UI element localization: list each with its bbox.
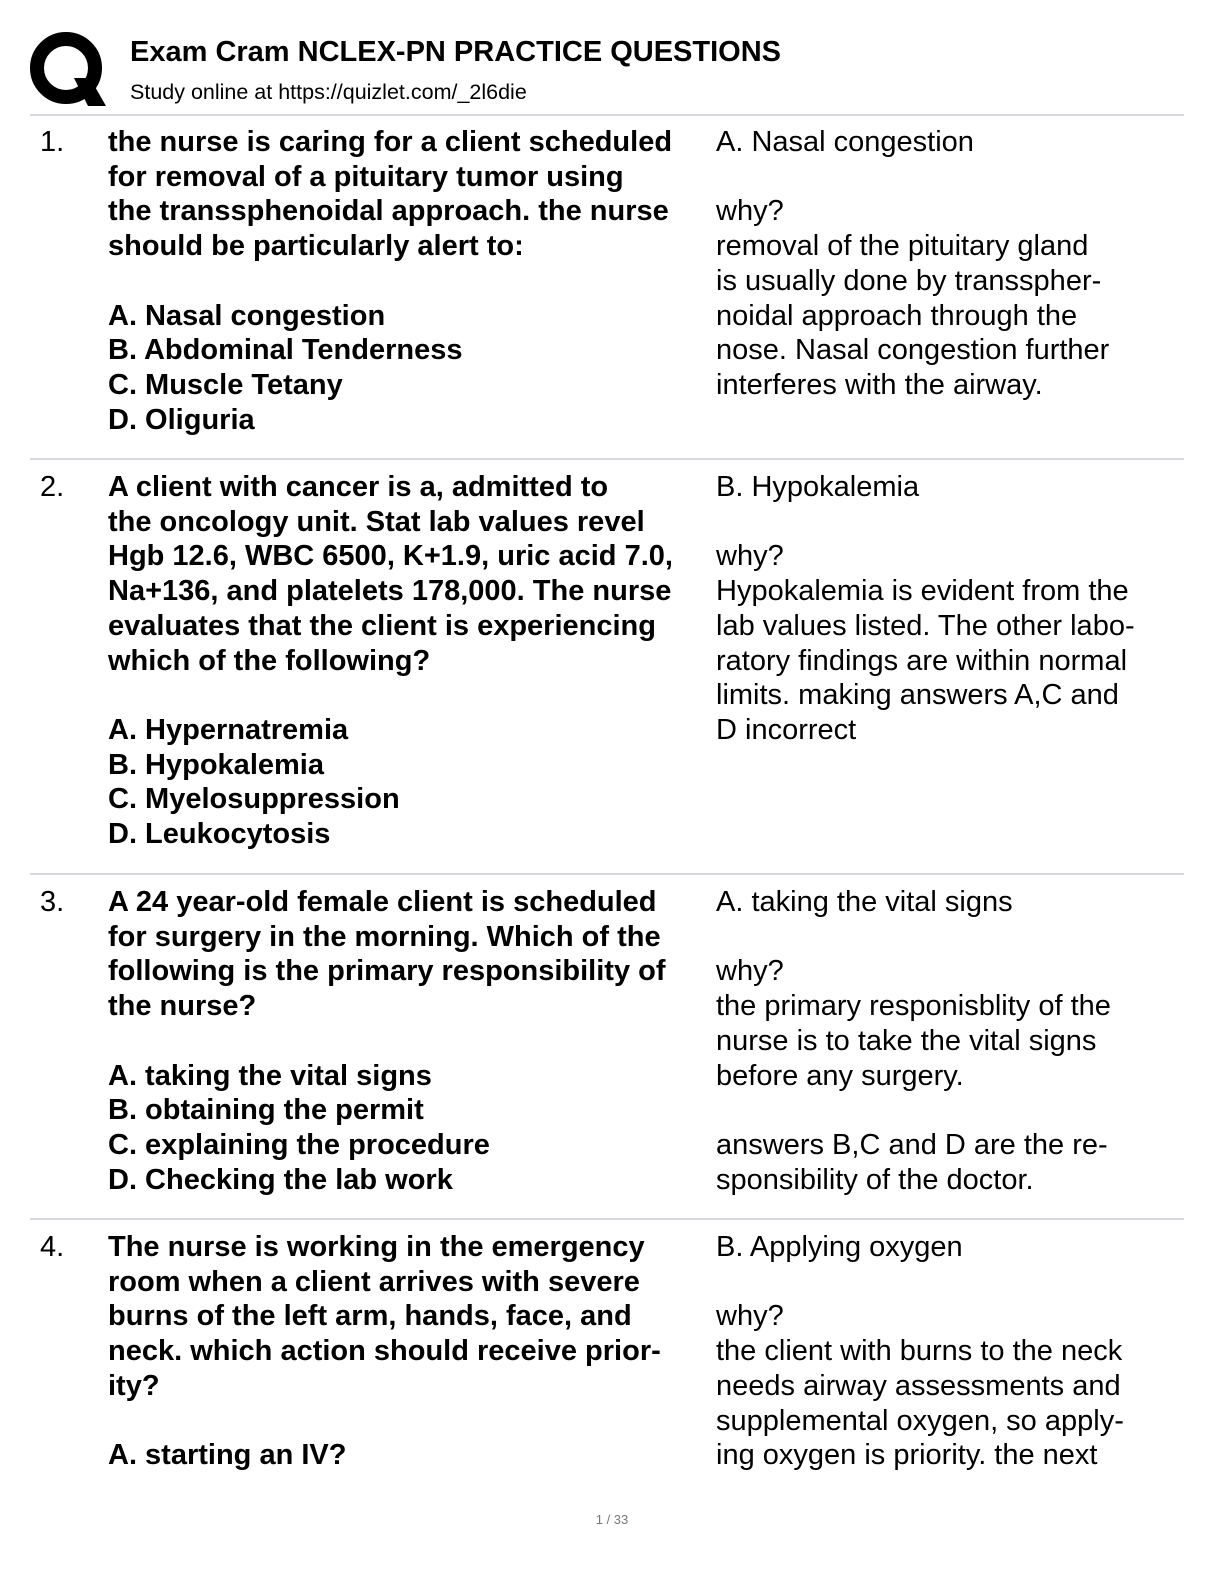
answer-line: why? [716,1300,784,1333]
question-line: the transsphenoidal approach. the nurse [108,195,669,228]
question-line: A. starting an IV? [108,1439,347,1472]
answer-text [716,470,1186,748]
question-line: ity? [108,1369,160,1402]
question-line: D. Oliguria [108,403,255,436]
answer-line: sponsibility of the doctor. [716,1163,1034,1196]
question-line: C. Myelosuppression [108,783,400,816]
question-line: should be particularly alert to: [108,230,524,263]
answer-line [716,505,1186,540]
card-divider [30,873,1184,875]
answer-line [716,920,1186,955]
answer-line: interferes with the airway. [716,368,1043,401]
question-line: which of the following? [108,644,431,677]
question-line: A. Nasal congestion [108,299,386,332]
quizlet-q-logo-icon [30,30,106,106]
card-divider [30,458,1184,460]
question-line: C. Muscle Tetany [108,368,343,401]
card-divider [30,1218,1184,1220]
question-line: B. Hypokalemia [108,748,324,781]
answer-line: before any surgery. [716,1059,964,1092]
question-line: the nurse is caring for a client scheduled [108,126,673,158]
question-line: for surgery in the morning. Which of the [108,920,661,953]
page-header [30,30,1190,114]
answer-line: nurse is to take the vital signs [716,1024,1097,1057]
answer-line [716,1093,1186,1128]
question-line: Hgb 12.6, WBC 6500, K+1.9, uric acid 7.0, [108,540,673,573]
answer-line: noidal approach through the [716,299,1078,332]
answer-line: Hypokalemia is evident from the [716,575,1129,608]
question-line: D. Leukocytosis [108,818,331,851]
answer-text [716,1230,1186,1473]
question-line: neck. which action should receive prior- [108,1335,661,1368]
answer-line: A. Nasal congestion [716,126,974,158]
question-line: A client with cancer is a, admitted to [108,471,609,503]
page-number: 1 / 33 [595,1512,629,1527]
question-number: 1. [40,126,65,158]
answer-line: supplemental oxygen, so apply- [716,1404,1124,1437]
answer-line [716,1265,1186,1300]
question-line: C. explaining the procedure [108,1128,490,1161]
question-text [108,885,708,1197]
answer-text [716,125,1186,403]
question-line: A. Hypernatremia [108,713,349,746]
answer-line [716,160,1186,195]
answer-line: why? [716,540,784,573]
question-line: following is the primary responsibility of [108,955,666,988]
answer-line: answers B,C and D are the re- [716,1128,1108,1161]
question-line: Na+136, and platelets 178,000. The nurse [108,575,672,608]
question-line: burns of the left arm, hands, face, and [108,1300,632,1333]
question-line [108,264,708,299]
answer-line: needs airway assessments and [716,1369,1121,1402]
answer-line: B. Applying oxygen [716,1231,963,1263]
answer-line: why? [716,195,784,228]
question-number: 4. [40,1231,65,1263]
study-link[interactable]: Study online at https://quizlet.com/_2l6die [130,80,527,104]
answer-line: nose. Nasal congestion further [716,334,1110,367]
answer-line: ratory findings are within normal [716,644,1128,677]
question-line: D. Checking the lab work [108,1163,453,1196]
question-line: evaluates that the client is experiencing [108,609,656,642]
answer-line: the client with burns to the neck [716,1335,1123,1368]
question-line: the oncology unit. Stat lab values revel [108,505,645,538]
answer-line: limits. making answers A,C and [716,679,1119,712]
question-number: 3. [40,886,65,918]
document-title: Exam Cram NCLEX-PN PRACTICE QUESTIONS [130,36,782,68]
answer-line: lab values listed. The other labo- [716,609,1135,642]
question-line: A 24 year-old female client is scheduled [108,886,657,918]
answer-line: D incorrect [716,713,857,746]
question-text [108,470,708,852]
question-line: B. obtaining the permit [108,1094,424,1127]
answer-line: ing oxygen is priority. the next [716,1439,1098,1472]
question-line: room when a client arrives with severe [108,1265,640,1298]
question-line [108,1024,708,1059]
question-line: the nurse? [108,990,257,1023]
question-line: A. taking the vital signs [108,1059,432,1092]
answer-line: B. Hypokalemia [716,471,920,503]
answer-line: is usually done by transspher- [716,264,1102,297]
question-line: The nurse is working in the emergency [108,1231,645,1263]
question-line: for removal of a pituitary tumor using [108,160,624,193]
answer-line: the primary responisblity of the [716,990,1111,1023]
answer-line: why? [716,955,784,988]
question-text [108,125,708,437]
question-line [108,1404,708,1439]
question-line: B. Abdominal Tenderness [108,334,463,367]
answer-line: removal of the pituitary gland [716,230,1089,263]
question-number: 2. [40,471,65,503]
question-line [108,678,708,713]
answer-text [716,885,1186,1197]
question-text [108,1230,708,1473]
answer-line: A. taking the vital signs [716,886,1013,918]
header-divider [30,114,1184,116]
